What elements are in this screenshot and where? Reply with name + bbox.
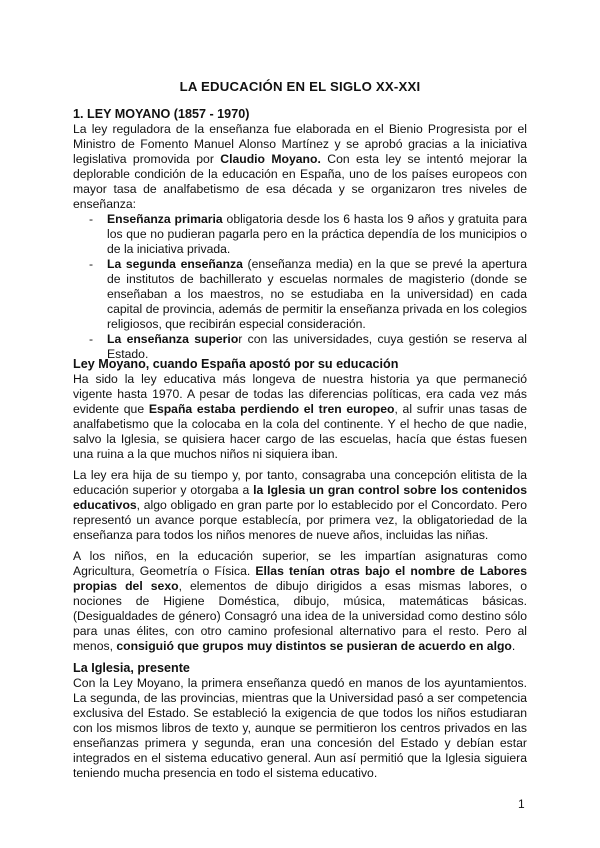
paragraph-container [73,468,527,543]
list-item-text: (enseñanza media) en la que se prevé la apertura de institutos de bachillerato y escuelas normales de magisterio (donde se enseñaban a los maestros, no se estudiaba en la universidad) en cada capital de provincia, además de permitir la enseñanza privada en los colegios religiosos, que recibirán especial consideración. [107,257,527,331]
list-item-bold: La enseñanza superio [107,332,239,346]
section-iglesia-presente [73,661,527,781]
paragraph [73,549,527,654]
list-item-bold: La segunda enseñanza [107,257,243,271]
intro-paragraph [73,122,527,212]
text-span: La ley era hija de su tiempo y, por tanto, consagraba una concepción elitista de la educación superior y otorgaba a [73,468,527,497]
document-title: LA EDUCACIÓN EN EL SIGLO XX-XXI [179,79,421,94]
paragraph-container [73,549,527,654]
text-span: , al sufrir unas tasas de analfabetismo que la colocaba en la cola del continente. Y el hecho de que nadie, salvo la Iglesia, se quisiera hacer cargo de las escuelas, hacía que éstas fuesen una ruina a la que muchos niños ni siquiera iban. [73,402,528,461]
section-ley-moyano [73,107,527,362]
bold-span: Ellas tenían otras bajo el nombre de Labores propias del sexo [73,564,527,593]
list-item-text: obligatoria desde los 6 hasta los 9 años y gratuita para los que no pudieran pagarla pero en la práctica dependía de los municipios o de la iniciativa privada. [107,212,527,256]
paragraph [73,372,527,462]
list-item [73,257,527,332]
bold-span: Claudio Moyano. [220,152,321,166]
page-number: 1 [518,797,525,811]
education-levels-list [73,212,527,362]
list-item-text: r con las universidades, cuya gestión se reserva al Estado. [107,332,527,361]
list-item [73,212,527,257]
bold-span: la Iglesia un gran control sobre los contenidos educativos [73,483,528,512]
section-heading: Ley Moyano, cuando España apostó por su educación [73,357,399,371]
text-span: La ley reguladora de la enseñanza fue elaborada en el Bienio Progresista por el Ministro de Fomento Manuel Alonso Martínez y se aprobó gracias a la iniciativa legislativa promovida por [73,122,527,166]
text-span: . [511,639,516,653]
text-span: Con esta ley se intentó mejorar la deplorable condición de la educación en España, uno de los países europeos con mayor tasa de analfabetismo de esa década y se organizaron tres niveles de enseñanza: [73,152,528,211]
text-span: , elementos de dibujo dirigidos a esas mismas labores, o nociones de Higiene Doméstica, dibujo, música, matemáticas básicas. (Desigualdades de género) Consagró una idea de la universidad como destino sólo para unas élites, con otro camino profesional alternativo para el resto. Pero al menos, [73,579,527,653]
bold-span: consiguió que grupos muy distintos se pusieran de acuerdo en algo [116,639,512,653]
text-span: , algo obligado en gran parte por lo establecido por el Concordato. Pero representó un avance porque establecía, por primera vez, la obligatoriedad de la enseñanza para todos los niños menores de nueve años, incluidas las niñas. [73,498,527,542]
section-ley-moyano-espana [73,357,527,462]
section-heading: 1. LEY MOYANO (1857 - 1970) [73,107,250,121]
paragraph: Con la Ley Moyano, la primera enseñanza quedó en manos de los ayuntamientos. La segunda, de las provincias, mientras que la Universidad pasó a ser competencia exclusiva del Estado. Se estableció la exigencia de que todos los niños estudiaran con los mismos libros de texto y, aunque se permitieron los centros privados en las enseñanzas primera y segunda, eran una concesión del Estado y debían estar integrados en el sistema educativo general. Aun así permitió que la Iglesia siguiera teniendo mucha presencia en todo el sistema educativo. [73,676,527,780]
bold-span: España estaba perdiendo el tren europeo [148,402,395,416]
paragraph [73,468,527,543]
section-heading: La Iglesia, presente [73,661,190,675]
text-span: A los niños, en la educación superior, se les impartían asignaturas como Agricultura, Geometría o Física. [73,549,527,578]
text-span: Ha sido la ley educativa más longeva de nuestra historia ya que permaneció vigente hasta 1970. A pesar de todas las diferencias políticas, era cada vez más evidente que [73,372,527,416]
list-item-bold: Enseñanza primaria [107,212,223,226]
